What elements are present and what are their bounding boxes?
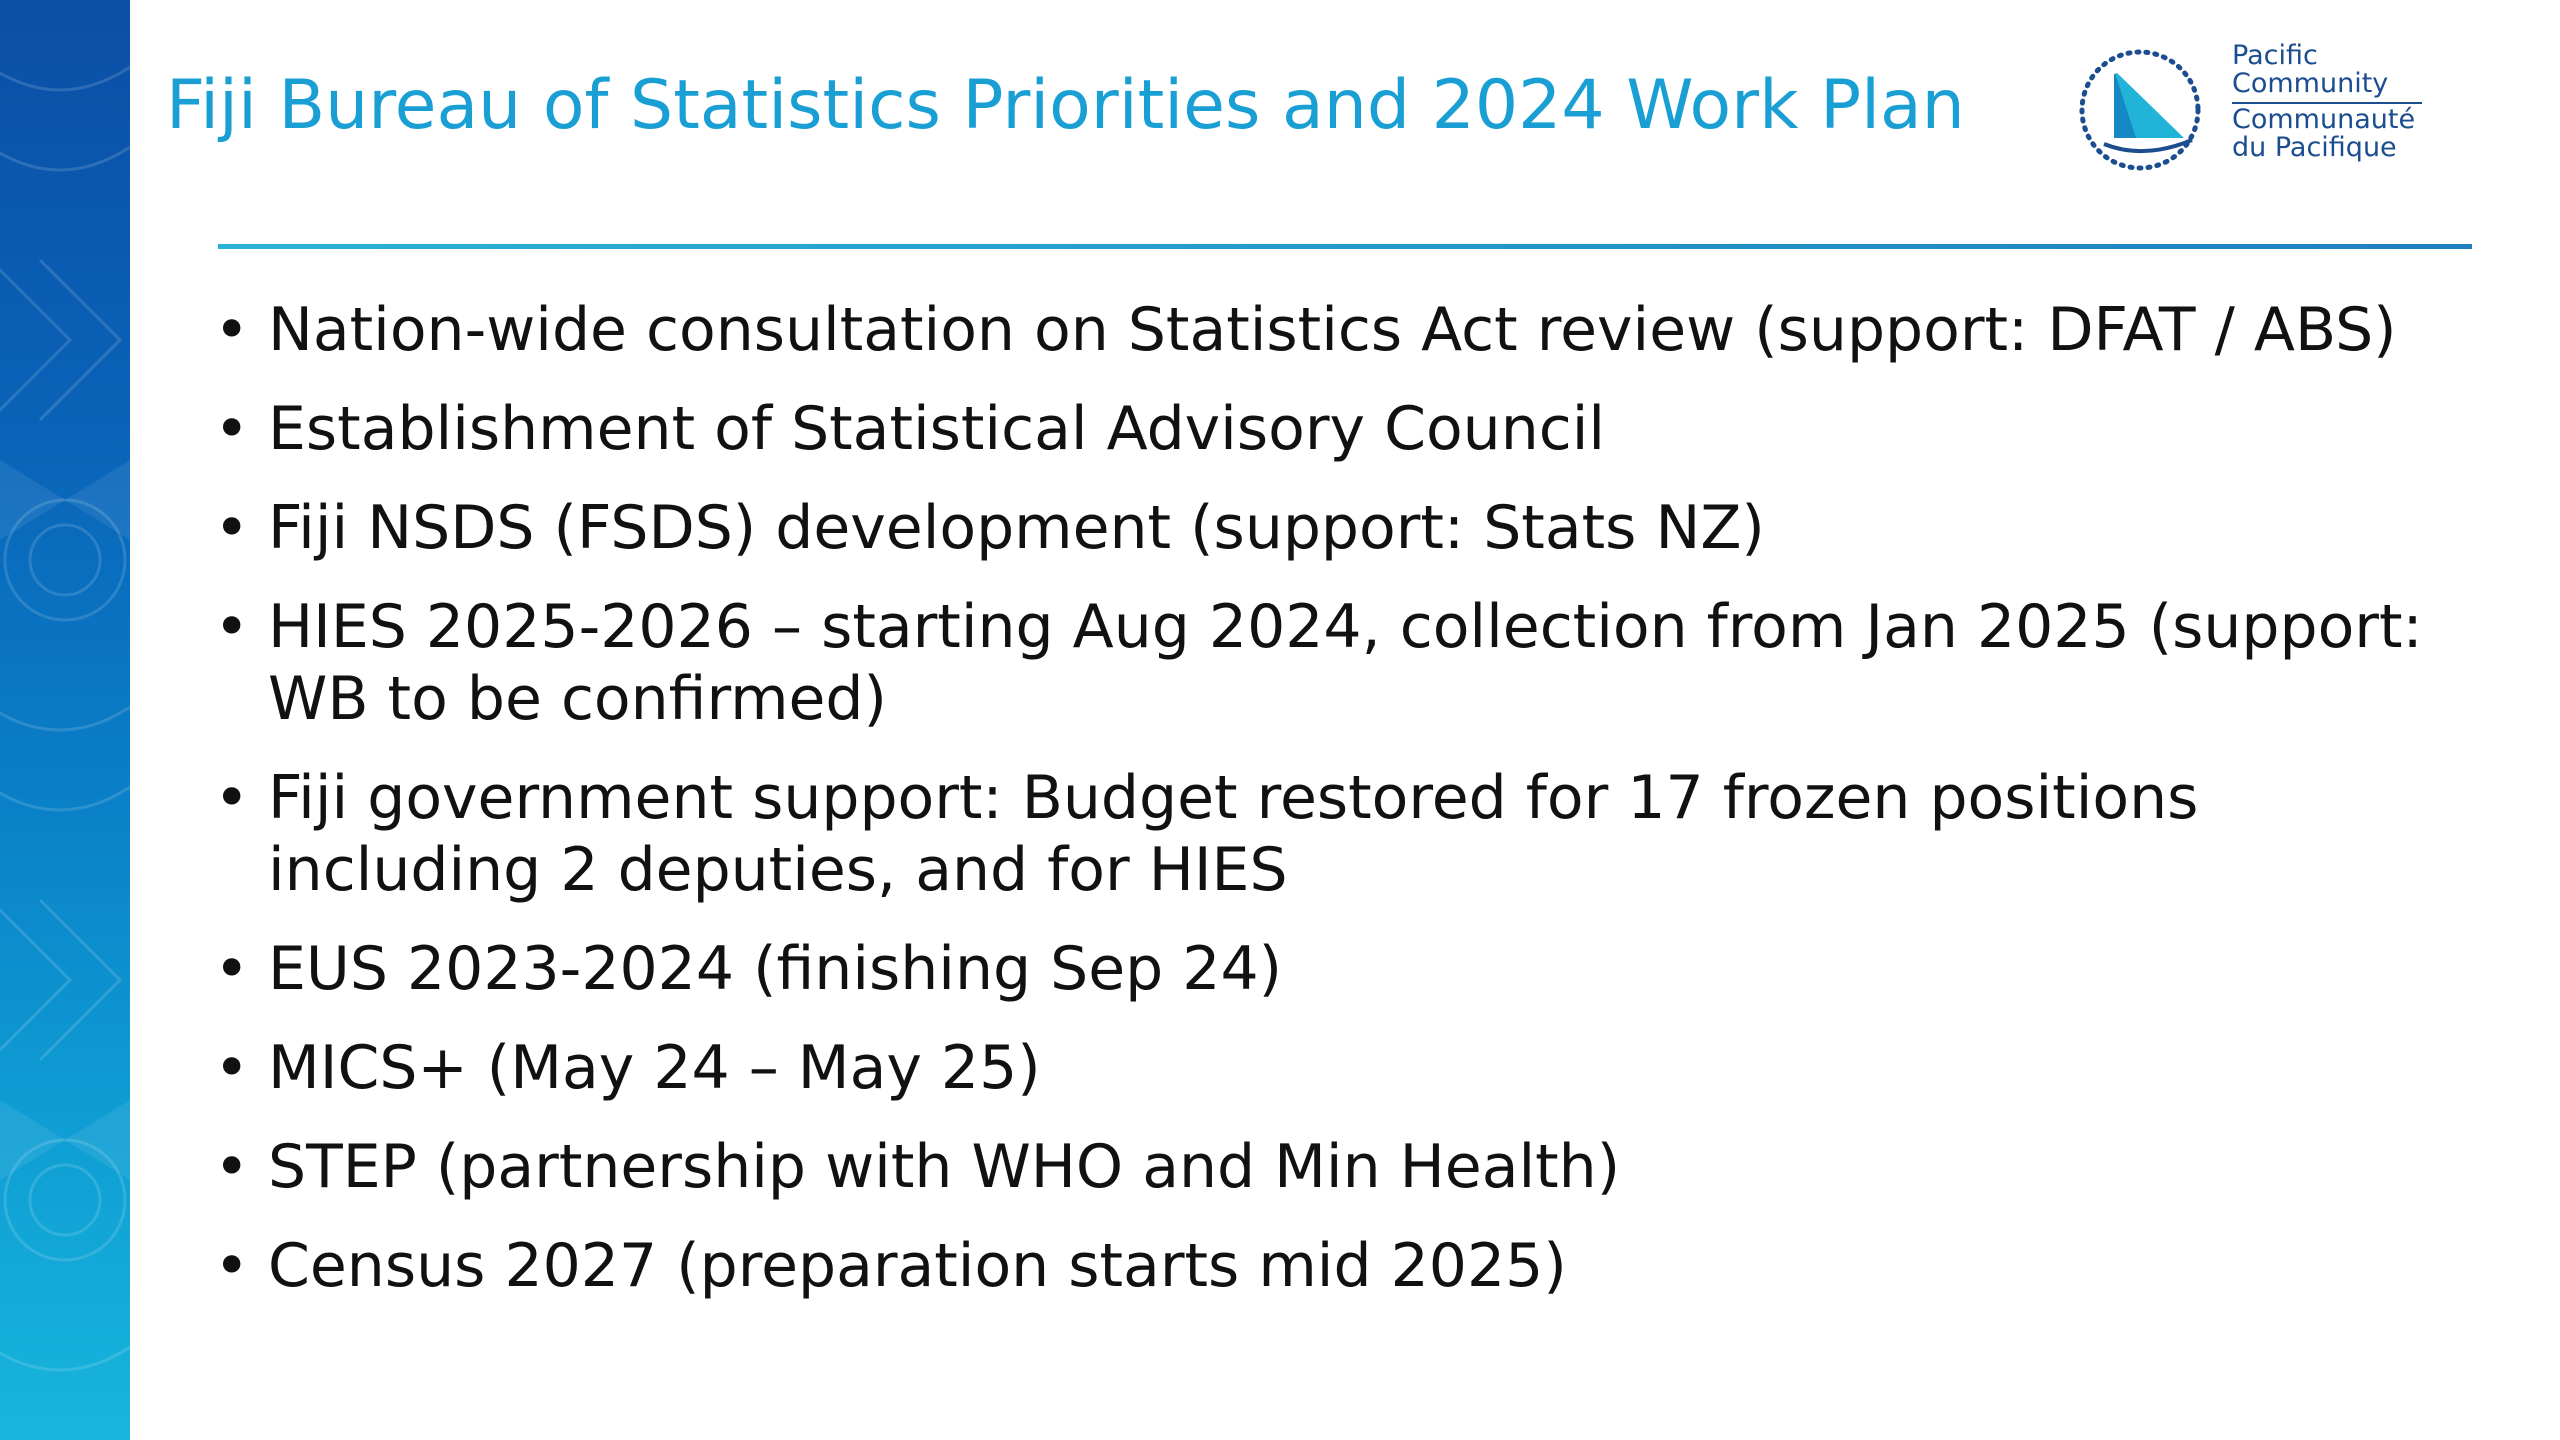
logo-text-line3: Communauté bbox=[2232, 104, 2416, 135]
bullet-item bbox=[210, 294, 2480, 366]
bullet-icon: • bbox=[214, 934, 250, 1004]
logo-text-line2: Community bbox=[2232, 68, 2389, 99]
logo-text-line4: du Pacifique bbox=[2232, 132, 2397, 163]
bullet-icon: • bbox=[214, 592, 250, 662]
bullet-text: Fiji government support: Budget restored for 17 frozen positions including 2 deputies, and for HIES bbox=[268, 763, 2199, 905]
bullet-text: Fiji NSDS (FSDS) development (support: Stats NZ) bbox=[268, 493, 1765, 563]
bullet-item bbox=[210, 492, 2480, 564]
pacific-community-sail-emblem-icon bbox=[2074, 40, 2224, 190]
bullet-text: EUS 2023-2024 (finishing Sep 24) bbox=[268, 934, 1283, 1004]
bullet-item bbox=[210, 1032, 2480, 1104]
bullet-icon: • bbox=[214, 295, 250, 365]
bullet-item bbox=[210, 1230, 2480, 1302]
bullet-item bbox=[210, 1131, 2480, 1203]
bullet-item bbox=[210, 393, 2480, 465]
bullet-text: STEP (partnership with WHO and Min Health) bbox=[268, 1132, 1621, 1202]
bullet-text: Establishment of Statistical Advisory Council bbox=[268, 394, 1606, 464]
bullet-icon: • bbox=[214, 1132, 250, 1202]
bullet-text: HIES 2025-2026 – starting Aug 2024, collection from Jan 2025 (support: WB to be confirmed) bbox=[268, 592, 2423, 734]
bullet-list bbox=[210, 294, 2480, 1329]
bullet-item bbox=[210, 591, 2480, 735]
bullet-icon: • bbox=[214, 394, 250, 464]
bullet-icon: • bbox=[214, 1231, 250, 1301]
logo-wordmark bbox=[2232, 42, 2422, 162]
logo-text-line1: Pacific bbox=[2232, 40, 2318, 71]
decorative-side-band bbox=[0, 0, 130, 1440]
slide-title: Fiji Bureau of Statistics Priorities and 2024 Work Plan bbox=[166, 66, 1965, 145]
bullet-text: MICS+ (May 24 – May 25) bbox=[268, 1033, 1041, 1103]
title-divider bbox=[218, 244, 2472, 249]
pacific-community-logo bbox=[2074, 40, 2444, 190]
bullet-icon: • bbox=[214, 763, 250, 833]
bullet-icon: • bbox=[214, 493, 250, 563]
bullet-item bbox=[210, 762, 2480, 906]
bullet-item bbox=[210, 933, 2480, 1005]
bullet-icon: • bbox=[214, 1033, 250, 1103]
bullet-text: Census 2027 (preparation starts mid 2025) bbox=[268, 1231, 1567, 1301]
bullet-text: Nation-wide consultation on Statistics Act review (support: DFAT / ABS) bbox=[268, 295, 2397, 365]
tapa-pattern-icon bbox=[0, 0, 130, 1440]
